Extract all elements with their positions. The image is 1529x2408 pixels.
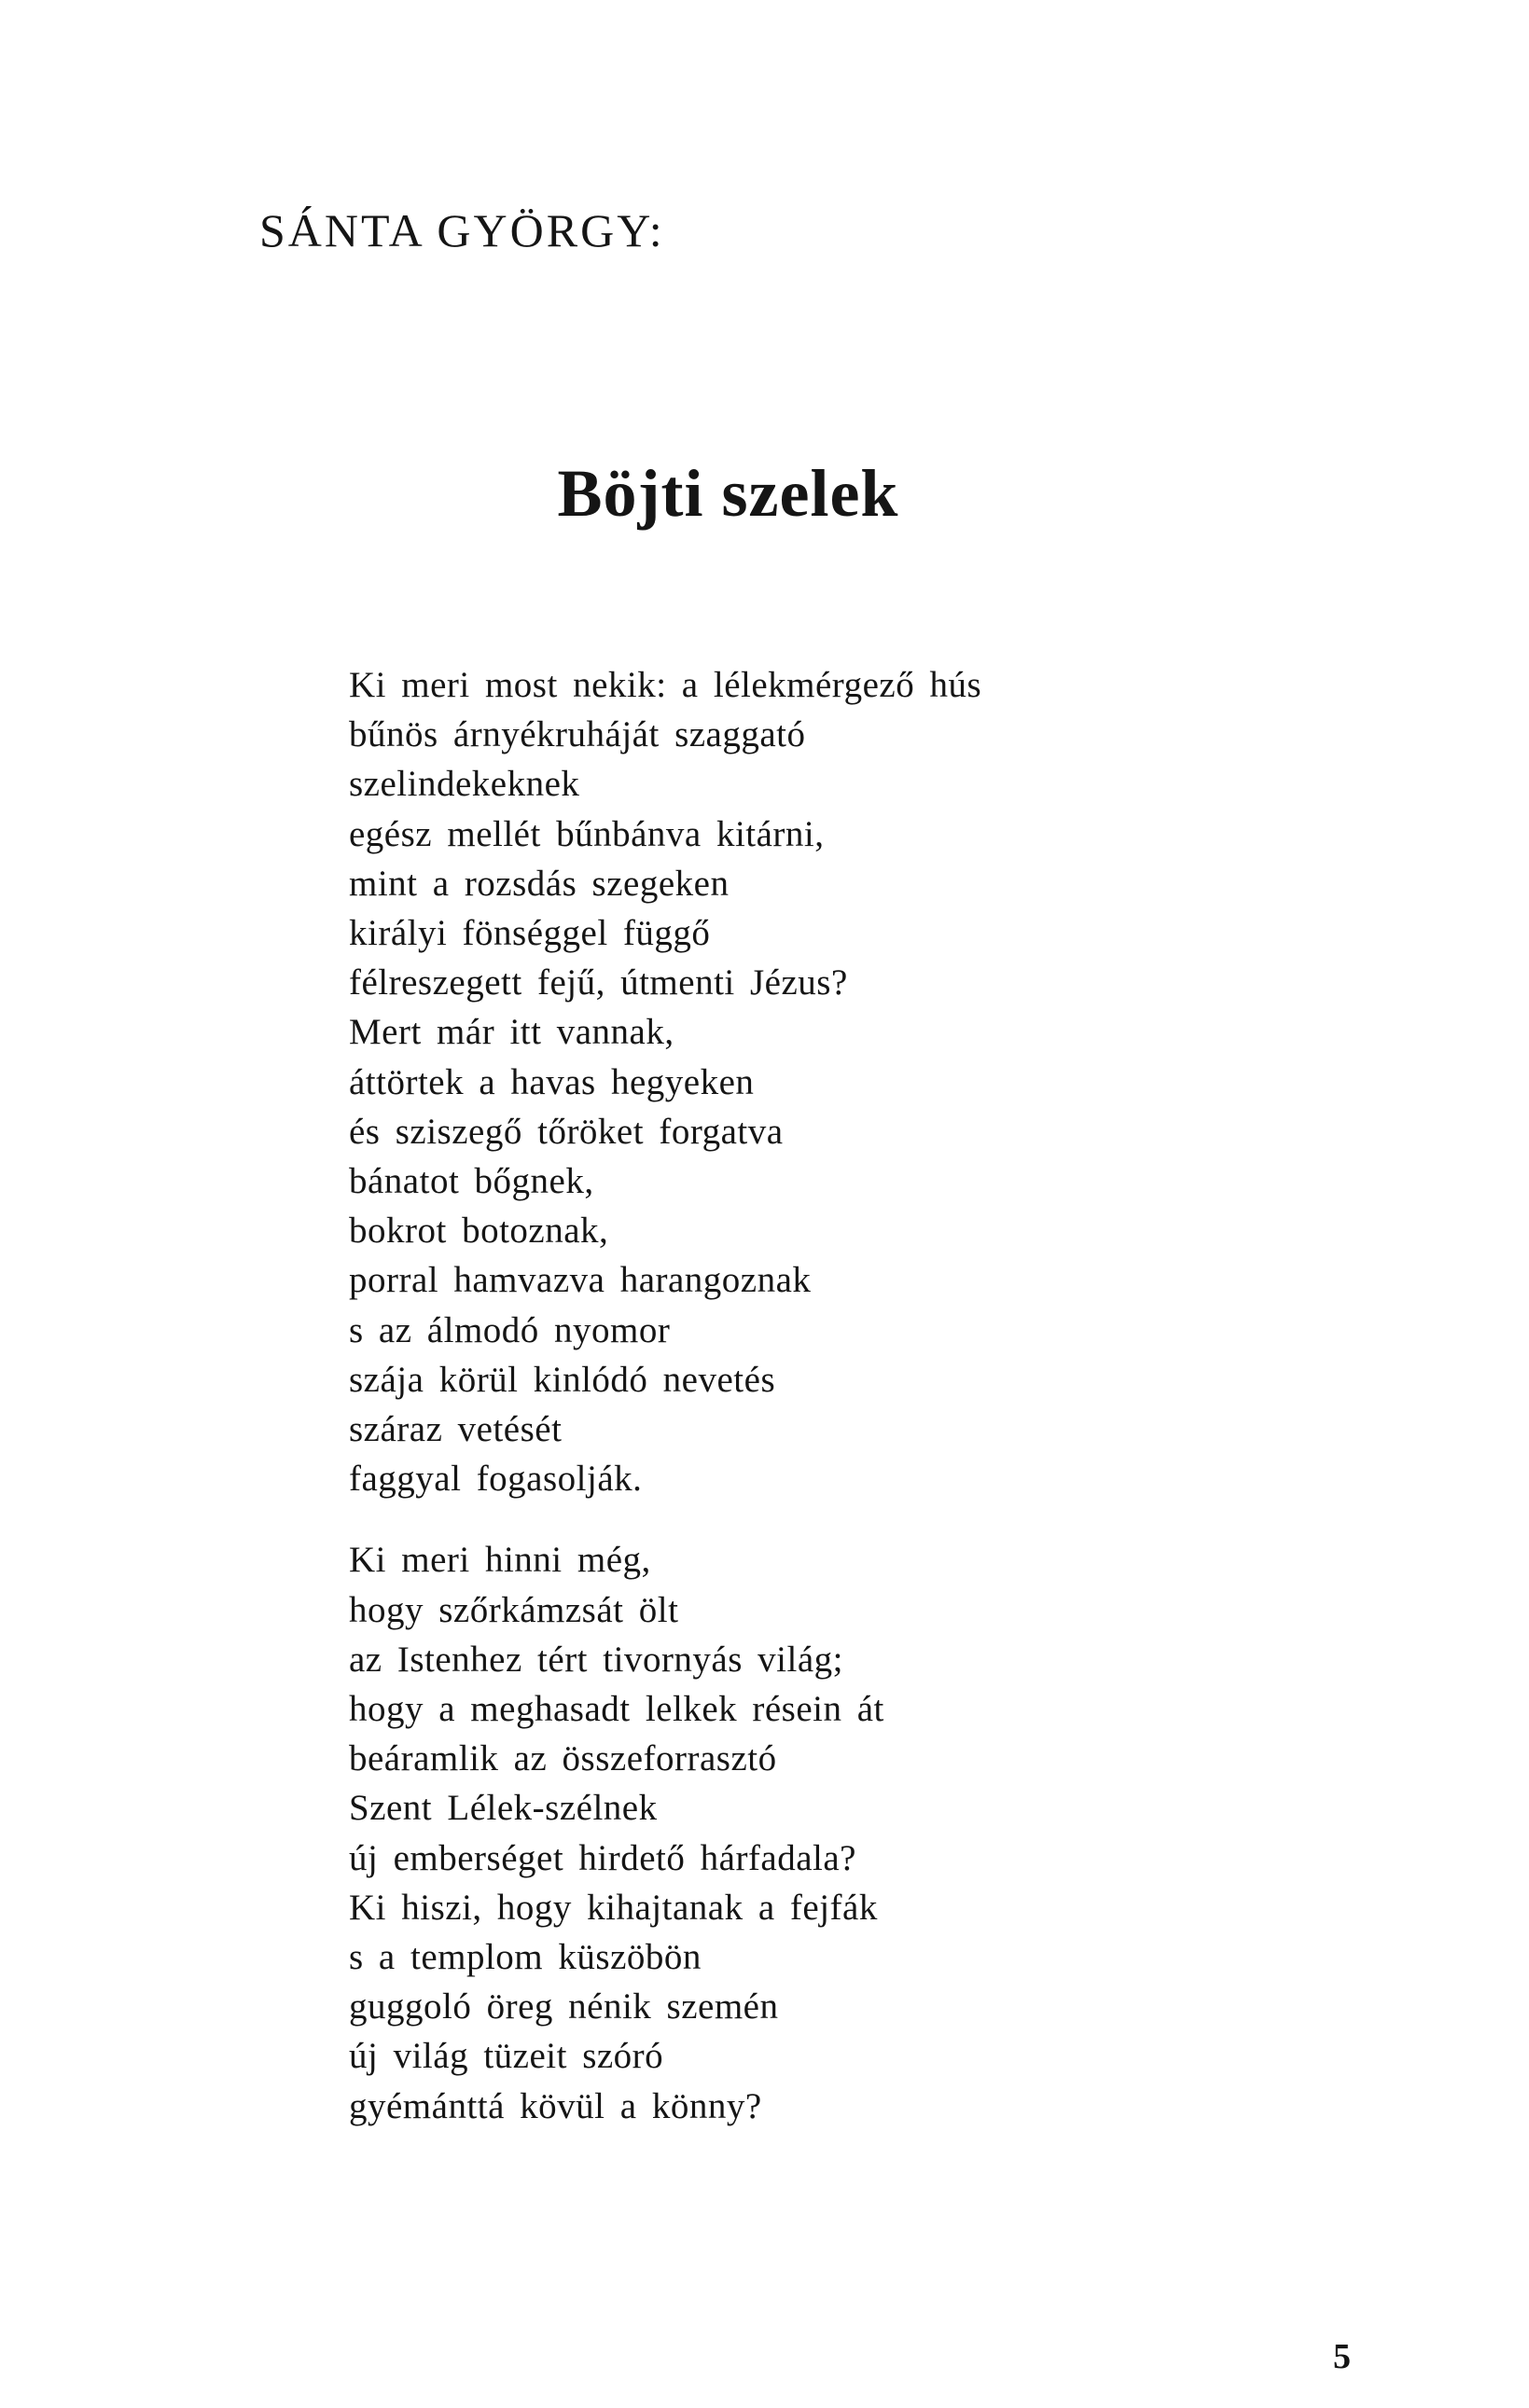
poem-line: bokrot botoznak, (349, 1211, 609, 1252)
poem-body (349, 660, 1282, 2131)
poem-line: hogy szőrkámzsát ölt (349, 1589, 679, 1630)
poem-title: Böjti szelek (557, 456, 899, 531)
poem-line: beáramlik az összeforrasztó (349, 1738, 777, 1779)
poem-line: faggyal fogasolják. (349, 1459, 643, 1500)
poem-line: Mert már itt vannak, (349, 1012, 674, 1053)
page-number: 5 (1333, 2337, 1351, 2376)
poem-line: egész mellét bűnbánva kitárni, (349, 813, 825, 854)
poem-line: áttörtek a havas hegyeken (349, 1061, 755, 1102)
poem-line: szelindekeknek (349, 764, 580, 805)
poem-line: s a templom küszöbön (349, 1937, 702, 1978)
poem-line: mint a rozsdás szegeken (349, 863, 730, 904)
poem-line: Ki meri hinni még, (349, 1540, 651, 1581)
poem-line: Ki hiszi, hogy kihajtanak a fejfák (349, 1887, 878, 1928)
poem-line: gyémánttá kövül a könny? (349, 2085, 762, 2126)
poem-line: új emberséget hirdető hárfadala? (349, 1837, 856, 1878)
stanza-2 (349, 1535, 1282, 2130)
poem-line: bánatot bőgnek, (349, 1161, 594, 1202)
poem-line: guggoló öreg nénik szemén (349, 1986, 779, 2027)
poem-line: Szent Lélek-szélnek (349, 1788, 658, 1829)
poem-line: Ki meri most nekik: a lélekmérgező hús (349, 665, 982, 705)
stanza-1 (349, 660, 1282, 1503)
poem-line: királyi fönséggel függő (349, 913, 711, 954)
poem-line: félreszegett fejű, útmenti Jézus? (349, 962, 848, 1003)
poem-line: szája körül kinlódó nevetés (349, 1359, 776, 1400)
poem-line: az Istenhez tért tivornyás világ; (349, 1639, 843, 1680)
poem-line: bűnös árnyékruháját szaggató (349, 714, 806, 755)
poem-line: hogy a meghasadt lelkek résein át (349, 1689, 884, 1730)
poem-line: és sziszegő tőröket forgatva (349, 1111, 784, 1152)
poem-line: száraz vetését (349, 1409, 563, 1450)
author-name: SÁNTA GYÖRGY: (259, 204, 665, 256)
poem-line: porral hamvazva harangoznak (349, 1260, 812, 1301)
poem-line: s az álmodó nyomor (349, 1309, 671, 1350)
poem-line: új világ tüzeit szóró (349, 2036, 664, 2077)
